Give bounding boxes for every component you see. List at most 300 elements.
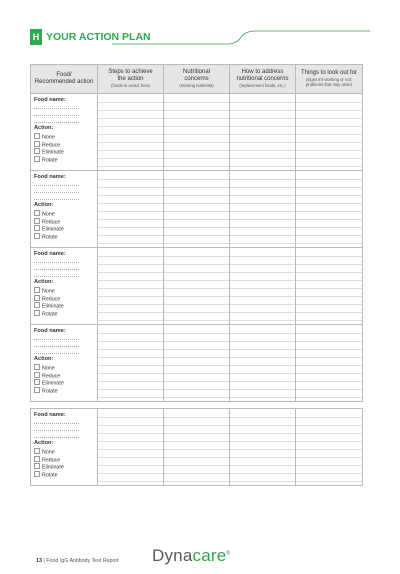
writing-line — [98, 203, 163, 204]
writing-line — [296, 433, 362, 434]
writing-line — [296, 203, 362, 204]
writing-line — [296, 381, 362, 382]
writing-line — [296, 441, 362, 442]
writing-line — [296, 142, 362, 143]
section-badge: H — [30, 29, 42, 45]
writing-line — [98, 118, 163, 119]
writing-line — [98, 397, 163, 398]
writing-line — [164, 397, 229, 398]
action-option[interactable] — [34, 156, 58, 165]
writing-line — [296, 110, 362, 111]
column-header — [296, 65, 363, 94]
entry-cell[interactable] — [164, 248, 230, 325]
writing-line — [98, 227, 163, 228]
food-name-label: Food name: — [34, 174, 66, 180]
writing-line — [98, 219, 163, 220]
writing-line — [98, 341, 163, 342]
writing-line — [296, 481, 362, 482]
checkbox-icon[interactable] — [34, 310, 40, 316]
writing-line — [230, 102, 295, 103]
writing-line — [164, 449, 229, 450]
column-subtitle: (replacement foods, etc.) — [239, 82, 286, 88]
action-option-label: None — [42, 211, 55, 218]
writing-line — [296, 333, 362, 334]
writing-line — [296, 227, 362, 228]
header-rule — [30, 30, 370, 50]
writing-line — [230, 264, 295, 265]
action-option-label: None — [42, 288, 55, 295]
writing-line — [230, 134, 295, 135]
checkbox-icon[interactable] — [34, 379, 40, 385]
writing-line — [296, 102, 362, 103]
writing-line — [164, 312, 229, 313]
entry-cell[interactable] — [98, 325, 164, 402]
entry-cell[interactable] — [164, 409, 230, 486]
writing-line — [296, 397, 362, 398]
writing-line — [98, 264, 163, 265]
writing-line — [98, 272, 163, 273]
writing-line — [164, 341, 229, 342]
writing-line — [98, 357, 163, 358]
writing-line — [296, 365, 362, 366]
entry-cell[interactable] — [98, 94, 164, 171]
writing-line — [296, 187, 362, 188]
food-name-writing-line[interactable] — [34, 437, 79, 438]
entry-cell[interactable] — [164, 94, 230, 171]
writing-line — [98, 142, 163, 143]
action-option-label: Eliminate — [42, 380, 64, 387]
writing-line — [98, 481, 163, 482]
writing-line — [164, 219, 229, 220]
writing-line — [98, 126, 163, 127]
spacer-row — [31, 402, 363, 409]
writing-line — [230, 304, 295, 305]
writing-line — [230, 349, 295, 350]
writing-line — [164, 457, 229, 458]
food-name-writing-line[interactable] — [34, 108, 79, 109]
writing-line — [164, 142, 229, 143]
food-action-cell[interactable] — [31, 409, 98, 486]
writing-line — [98, 349, 163, 350]
action-label: Action: — [34, 356, 54, 362]
writing-line — [296, 465, 362, 466]
writing-line — [230, 150, 295, 151]
food-name-writing-line[interactable] — [34, 269, 79, 270]
action-option-label: None — [42, 365, 55, 372]
entry-cell[interactable] — [296, 325, 363, 402]
checkbox-icon[interactable] — [34, 218, 40, 224]
writing-line — [230, 357, 295, 358]
writing-line — [296, 373, 362, 374]
writing-line — [230, 365, 295, 366]
writing-line — [164, 381, 229, 382]
column-title: Nutritional concerns — [182, 69, 210, 83]
entry-cell[interactable] — [230, 171, 296, 248]
writing-line — [230, 235, 295, 236]
action-label: Action: — [34, 279, 54, 285]
checkbox-icon[interactable] — [34, 456, 40, 462]
column-subtitle: (signs it's working or not; problems that may arise) — [305, 77, 353, 87]
action-option-label: Rotate — [42, 472, 58, 478]
writing-line — [98, 195, 163, 196]
writing-line — [230, 166, 295, 167]
writing-line — [98, 425, 163, 426]
writing-line — [296, 312, 362, 313]
writing-line — [164, 118, 229, 119]
column-header — [31, 65, 98, 94]
writing-line — [164, 195, 229, 196]
writing-line — [98, 288, 163, 289]
writing-line — [98, 433, 163, 434]
writing-line — [230, 373, 295, 374]
food-name-label: Food name: — [34, 412, 66, 418]
writing-line — [230, 179, 295, 180]
writing-line — [164, 203, 229, 204]
writing-line — [296, 166, 362, 167]
action-option-label: Rotate — [42, 157, 58, 163]
writing-line — [230, 219, 295, 220]
column-subtitle: (foods to avoid, how) — [111, 82, 150, 88]
writing-line — [296, 473, 362, 474]
writing-line — [296, 150, 362, 151]
writing-line — [98, 158, 163, 159]
writing-line — [230, 449, 295, 450]
writing-line — [230, 473, 295, 474]
checkbox-icon[interactable] — [34, 148, 40, 154]
checkbox-icon[interactable] — [34, 210, 40, 216]
writing-line — [296, 219, 362, 220]
writing-line — [296, 243, 362, 244]
writing-line — [164, 235, 229, 236]
writing-line — [230, 389, 295, 390]
action-label: Action: — [34, 202, 54, 208]
writing-line — [230, 158, 295, 159]
writing-line — [164, 473, 229, 474]
dynacare-logo — [152, 546, 230, 566]
writing-line — [230, 296, 295, 297]
checkbox-icon[interactable] — [34, 141, 40, 147]
action-option[interactable] — [34, 310, 58, 319]
writing-line — [230, 433, 295, 434]
writing-line — [98, 102, 163, 103]
writing-line — [164, 425, 229, 426]
writing-line — [164, 243, 229, 244]
writing-line — [98, 312, 163, 313]
writing-line — [230, 397, 295, 398]
writing-line — [98, 256, 163, 257]
action-option[interactable] — [34, 233, 58, 242]
writing-line — [230, 256, 295, 257]
writing-line — [230, 110, 295, 111]
action-label: Action: — [34, 440, 54, 446]
writing-line — [164, 465, 229, 466]
action-option-label: Reduce — [42, 219, 61, 225]
action-option-label: None — [42, 134, 55, 141]
action-option[interactable] — [34, 387, 58, 396]
writing-line — [98, 473, 163, 474]
writing-line — [98, 187, 163, 188]
writing-line — [98, 457, 163, 458]
action-option-label: Reduce — [42, 296, 61, 302]
entry-cell[interactable] — [296, 94, 363, 171]
food-name-writing-line[interactable] — [34, 430, 79, 431]
writing-line — [230, 272, 295, 273]
writing-line — [230, 288, 295, 289]
report-name: Food IgG Antibody Test Report — [46, 558, 119, 564]
column-title: Steps to achieve the action — [108, 69, 153, 83]
action-plan-table — [30, 64, 363, 486]
checkbox-icon[interactable] — [34, 225, 40, 231]
writing-line — [296, 272, 362, 273]
writing-line — [98, 417, 163, 418]
writing-line — [296, 304, 362, 305]
writing-line — [98, 211, 163, 212]
writing-line — [296, 449, 362, 450]
writing-line — [164, 365, 229, 366]
food-action-cell[interactable] — [31, 94, 98, 171]
writing-line — [98, 243, 163, 244]
food-name-writing-line[interactable] — [34, 115, 79, 116]
writing-line — [296, 425, 362, 426]
writing-line — [230, 457, 295, 458]
column-header — [164, 65, 230, 94]
action-option-label: Eliminate — [42, 303, 64, 310]
logo-text-part1: Dyna — [152, 546, 193, 565]
writing-line — [296, 288, 362, 289]
food-name-writing-line[interactable] — [34, 276, 79, 277]
column-header — [230, 65, 296, 94]
action-option-label: Eliminate — [42, 149, 64, 156]
page-title: YOUR ACTION PLAN — [46, 31, 151, 43]
writing-line — [98, 166, 163, 167]
food-entry-row — [31, 248, 363, 325]
writing-line — [164, 373, 229, 374]
food-name-writing-line[interactable] — [34, 346, 79, 347]
writing-line — [296, 158, 362, 159]
writing-line — [164, 264, 229, 265]
entry-cell[interactable] — [230, 94, 296, 171]
action-option-label: Rotate — [42, 388, 58, 394]
food-name-writing-line[interactable] — [34, 192, 79, 193]
writing-line — [230, 118, 295, 119]
writing-line — [98, 235, 163, 236]
writing-line — [98, 280, 163, 281]
writing-line — [164, 227, 229, 228]
writing-line — [98, 296, 163, 297]
action-option-label: Reduce — [42, 142, 61, 148]
writing-line — [164, 417, 229, 418]
writing-line — [296, 264, 362, 265]
food-name-label: Food name: — [34, 328, 66, 334]
entry-cell[interactable] — [296, 171, 363, 248]
action-option-label: Rotate — [42, 234, 58, 240]
writing-line — [164, 288, 229, 289]
writing-line — [230, 280, 295, 281]
checkbox-icon[interactable] — [34, 133, 40, 139]
writing-line — [296, 349, 362, 350]
writing-line — [164, 179, 229, 180]
writing-line — [296, 179, 362, 180]
writing-line — [230, 142, 295, 143]
writing-line — [230, 465, 295, 466]
writing-line — [296, 211, 362, 212]
entry-cell[interactable] — [230, 248, 296, 325]
food-entry-row — [31, 409, 363, 486]
food-name-writing-line[interactable] — [34, 199, 79, 200]
writing-line — [98, 179, 163, 180]
writing-line — [164, 304, 229, 305]
writing-line — [296, 389, 362, 390]
writing-line — [164, 211, 229, 212]
entry-cell[interactable] — [230, 325, 296, 402]
page-footer — [36, 558, 119, 564]
writing-line — [296, 357, 362, 358]
checkbox-icon[interactable] — [34, 387, 40, 393]
writing-line — [164, 433, 229, 434]
food-action-cell[interactable] — [31, 171, 98, 248]
writing-line — [296, 417, 362, 418]
checkbox-icon[interactable] — [34, 372, 40, 378]
food-name-writing-line[interactable] — [34, 423, 79, 424]
writing-line — [296, 235, 362, 236]
logo-text-part2: care — [192, 546, 227, 565]
writing-line — [164, 280, 229, 281]
writing-line — [230, 441, 295, 442]
action-option-label: Reduce — [42, 457, 61, 463]
writing-line — [296, 341, 362, 342]
writing-line — [296, 320, 362, 321]
food-name-writing-line[interactable] — [34, 185, 79, 186]
writing-line — [164, 256, 229, 257]
checkbox-icon[interactable] — [34, 463, 40, 469]
writing-line — [98, 110, 163, 111]
writing-line — [230, 333, 295, 334]
writing-line — [230, 211, 295, 212]
writing-line — [230, 187, 295, 188]
writing-line — [164, 166, 229, 167]
column-title: Food/ Recommended action — [34, 72, 94, 85]
food-name-label: Food name: — [34, 97, 66, 103]
writing-line — [230, 243, 295, 244]
writing-line — [230, 227, 295, 228]
checkbox-icon[interactable] — [34, 233, 40, 239]
writing-line — [296, 118, 362, 119]
checkbox-icon[interactable] — [34, 287, 40, 293]
column-subtitle: (missing nutrients) — [179, 82, 214, 88]
entry-cell[interactable] — [230, 409, 296, 486]
food-action-cell[interactable] — [31, 325, 98, 402]
writing-line — [230, 417, 295, 418]
writing-line — [98, 320, 163, 321]
writing-line — [98, 449, 163, 450]
food-name-label: Food name: — [34, 251, 66, 257]
writing-line — [164, 320, 229, 321]
entry-cell[interactable] — [164, 325, 230, 402]
writing-line — [164, 187, 229, 188]
writing-line — [296, 280, 362, 281]
food-name-writing-line[interactable] — [34, 353, 79, 354]
writing-line — [296, 296, 362, 297]
food-name-writing-line[interactable] — [34, 262, 79, 263]
entry-cell[interactable] — [98, 409, 164, 486]
writing-line — [230, 481, 295, 482]
checkbox-icon[interactable] — [34, 156, 40, 162]
food-name-writing-line[interactable] — [34, 339, 79, 340]
writing-line — [164, 441, 229, 442]
entry-cell[interactable] — [98, 248, 164, 325]
action-option-label: Reduce — [42, 373, 61, 379]
checkbox-icon[interactable] — [34, 471, 40, 477]
writing-line — [296, 126, 362, 127]
writing-line — [164, 134, 229, 135]
action-option-label: Eliminate — [42, 464, 64, 471]
column-title: Things to look out for — [300, 70, 358, 77]
entry-cell[interactable] — [296, 409, 363, 486]
checkbox-icon[interactable] — [34, 302, 40, 308]
food-action-cell[interactable] — [31, 248, 98, 325]
checkbox-icon[interactable] — [34, 295, 40, 301]
writing-line — [230, 312, 295, 313]
footer-separator: | — [43, 558, 45, 564]
entry-cell[interactable] — [296, 248, 363, 325]
writing-line — [230, 425, 295, 426]
writing-line — [296, 457, 362, 458]
writing-line — [164, 389, 229, 390]
writing-line — [98, 365, 163, 366]
column-header — [98, 65, 164, 94]
entry-cell[interactable] — [164, 171, 230, 248]
writing-line — [164, 102, 229, 103]
page-number: 13 — [36, 558, 42, 564]
writing-line — [164, 126, 229, 127]
food-name-writing-line[interactable] — [34, 122, 79, 123]
checkbox-icon[interactable] — [34, 448, 40, 454]
action-option[interactable] — [34, 471, 58, 480]
food-entry-row — [31, 171, 363, 248]
table-header-row — [31, 65, 363, 94]
food-entry-row — [31, 94, 363, 171]
writing-line — [164, 296, 229, 297]
writing-line — [164, 357, 229, 358]
writing-line — [230, 381, 295, 382]
writing-line — [98, 465, 163, 466]
entry-cell[interactable] — [98, 171, 164, 248]
writing-line — [98, 134, 163, 135]
writing-line — [164, 272, 229, 273]
logo-registered-mark: ® — [226, 550, 231, 557]
writing-line — [230, 320, 295, 321]
writing-line — [164, 349, 229, 350]
writing-line — [230, 126, 295, 127]
writing-line — [98, 373, 163, 374]
writing-line — [98, 381, 163, 382]
writing-line — [164, 333, 229, 334]
food-entry-row — [31, 325, 363, 402]
writing-line — [164, 481, 229, 482]
writing-line — [98, 150, 163, 151]
writing-line — [296, 195, 362, 196]
column-title: How to address nutritional concerns — [236, 69, 289, 83]
action-option-label: None — [42, 449, 55, 456]
action-option-label: Eliminate — [42, 226, 64, 233]
writing-line — [164, 150, 229, 151]
writing-line — [230, 203, 295, 204]
writing-line — [98, 441, 163, 442]
writing-line — [230, 341, 295, 342]
writing-line — [98, 389, 163, 390]
writing-line — [164, 110, 229, 111]
checkbox-icon[interactable] — [34, 364, 40, 370]
